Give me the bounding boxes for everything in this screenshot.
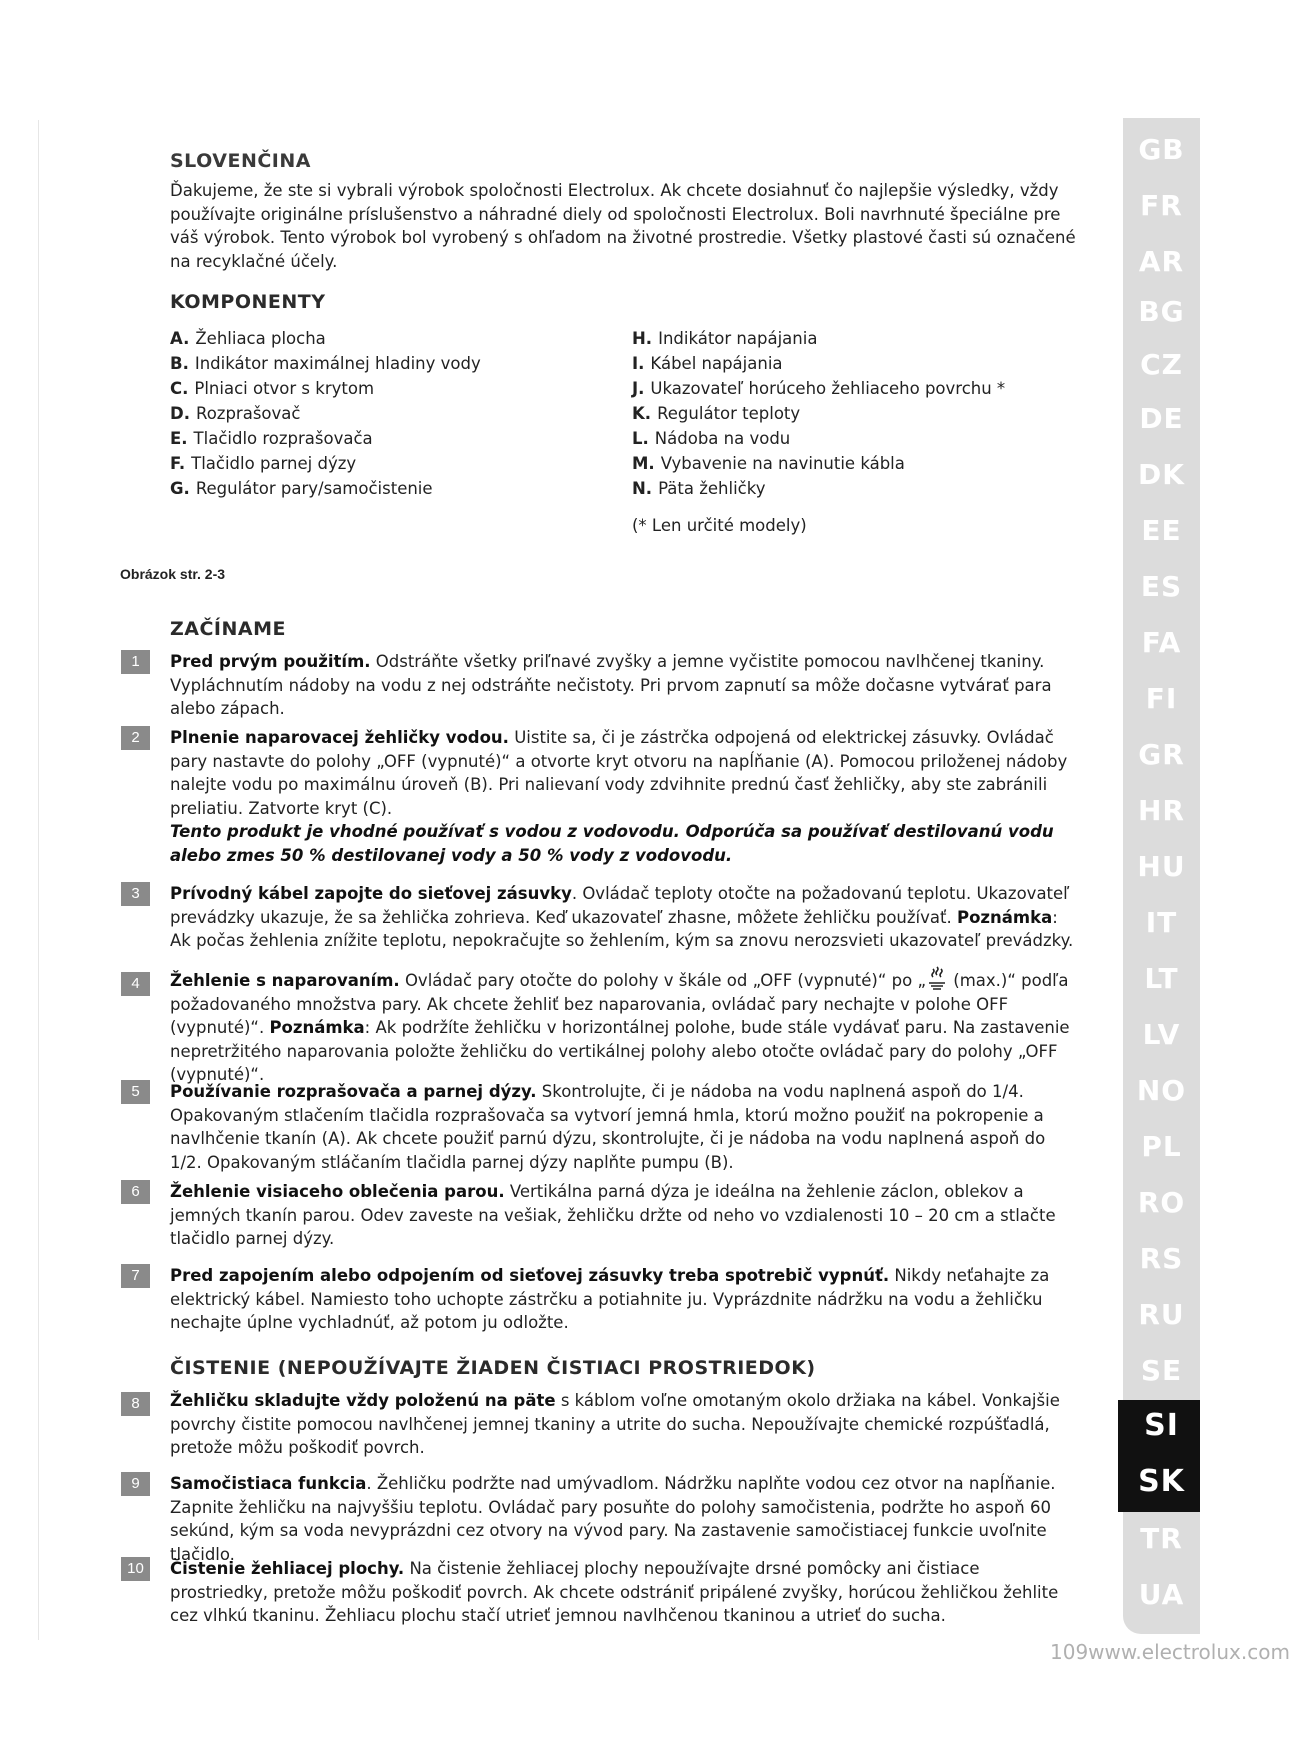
language-tab-bg[interactable]: BG [1138,295,1185,328]
step-number-badge: 9 [121,1472,150,1496]
step-5-text: Používanie rozprašovača a parnej dýzy. Skontrolujte, či je nádoba na vodu naplnená aspoň do 1/4. Opakovaným stlačením tlačidla rozprašovača sa vytvorí jemná hmla, ktorú možno použiť na pokropenie a navlhčenie tkanín (A). Ak chcete použiť parnú dýzu, skontrolujte, či je nádoba na vodu naplnená aspoň do 1/2. Opakovaným stláčaním tlačidla parnej dýzy naplňte pumpu (B). [170,1082,1046,1172]
components-note: (* Len určité modely) [632,516,807,535]
step-1-text: Pred prvým použitím. Odstráňte všetky priľnavé zvyšky a jemne vyčistite pomocou navlhčenej tkaniny. Vypláchnutím nádoby na vodu z nej odstráňte nečistoty. Pri prvom zapnutí sa môže dočasne vytvárať para alebo zápach. [170,652,1052,718]
component-item: B. Indikátor maximálnej hladiny vody [170,354,481,373]
language-tab-fi[interactable]: FI [1145,682,1178,715]
language-tab-pl[interactable]: PL [1141,1130,1182,1163]
component-item: I. Kábel napájania [632,354,783,373]
language-tab-hu[interactable]: HU [1137,850,1186,883]
language-tab-lt[interactable]: LT [1144,962,1179,995]
page-footer: 109www.electrolux.com [1050,1640,1290,1664]
component-item: K. Regulátor teploty [632,404,801,423]
step-7-text: Pred zapojením alebo odpojením od sieťovej zásuvky treba spotrebič vypnúť. Nikdy neťahajte za elektrický kábel. Namiesto toho uchopte zástrčku a potiahnite ju. Vyprázdnite nádržku na vodu a žehličku nechajte úplne vychladnúť, až potom ju odložte. [170,1266,1050,1332]
page-frame-line [38,120,39,1640]
component-item: N. Päta žehličky [632,479,766,498]
language-tab-fr[interactable]: FR [1140,189,1183,222]
step-number-badge: 10 [121,1557,150,1581]
component-item: E. Tlačidlo rozprašovača [170,429,373,448]
components-list-right [632,326,1005,538]
language-tab-ar[interactable]: AR [1138,245,1185,278]
components-list-left [170,326,481,501]
step-2-text: Plnenie naparovacej žehličky vodou. Uistite sa, či je zástrčka odpojená od elektrickej zásuvky. Ovládač pary nastavte do polohy „OFF (vypnuté)“ a otvorte kryt otvoru na napĺňanie (A). Pomocou priloženej nádoby nalejte vodu po maximálnu úroveň (B). Pri nalievaní vody zdvihnite prednú časť žehličky, aby ste zabránili preliatiu. Zatvorte kryt (C). Tento produkt je vhodné používať s vodou z vodovodu. Odporúča sa používať destilovanú vodu alebo zmes 50 % destilovanej vody a 50 % vody z vodovodu. [170,728,1068,865]
language-tab-hr[interactable]: HR [1138,794,1185,827]
component-item: H. Indikátor napájania [632,329,818,348]
max-steam-icon [926,966,948,990]
language-tab-fa[interactable]: FA [1141,626,1182,659]
page-title: SLOVENČINA [170,150,311,172]
cleaning-heading: ČISTENIE (NEPOUŽÍVAJTE ŽIADEN ČISTIACI PROSTRIEDOK) [170,1357,816,1379]
step-6-text: Žehlenie visiaceho oblečenia parou. Vertikálna parná dýza je ideálna na žehlenie záclon, oblekov a jemných tkanín parou. Odev zaveste na vešiak, žehličku držte od neho vo vzdialenosti 10 – 20 cm a stlačte tlačidlo parnej dýzy. [170,1182,1056,1248]
figure-reference: Obrázok str. 2-3 [120,566,226,582]
step-3-text: Prívodný kábel zapojte do sieťovej zásuvky. Ovládač teploty otočte na požadovanú teplotu. Ukazovateľ prevádzky ukazuje, že sa žehlička zohrieva. Keď ukazovateľ zhasne, môžete žehličku používať. Poznámka: Ak počas žehlenia znížite teplotu, nepokračujte so žehlením, kým sa znovu nerozsvieti ukazovateľ prevádzky. [170,884,1074,950]
language-tab-es[interactable]: ES [1140,570,1183,603]
language-tab-gr[interactable]: GR [1138,738,1185,771]
language-tab-it[interactable]: IT [1145,906,1178,939]
language-tab-ua[interactable]: UA [1138,1578,1185,1611]
component-item: M. Vybavenie na navinutie kábla [632,454,905,473]
step-number-badge: 1 [121,650,150,674]
step-number-badge: 7 [121,1264,150,1288]
language-tab-tr[interactable]: TR [1140,1522,1183,1555]
language-tab-ru[interactable]: RU [1138,1298,1185,1331]
language-tab-ro[interactable]: RO [1137,1186,1186,1219]
step-number-badge: 4 [121,972,150,996]
component-item: G. Regulátor pary/samočistenie [170,479,433,498]
language-tab-lv[interactable]: LV [1142,1018,1181,1051]
language-tab-dk[interactable]: DK [1138,458,1185,491]
component-item: L. Nádoba na vodu [632,429,791,448]
component-item: A. Žehliaca plocha [170,329,326,348]
step-number-badge: 6 [121,1180,150,1204]
language-tab-si[interactable]: SI [1144,1408,1179,1443]
step-10-text: Čistenie žehliacej plochy. Na čistenie žehliacej plochy nepoužívajte drsné pomôcky ani čistiace prostriedky, pretože môžu poškodiť povrch. Ak chcete odstrániť pripálené zvyšky, horúcou žehličkou žehlite cez vlhkú tkaninu. Žehliacu plochu stačí utrieť jemnou navlhčenou tkaninou a utrieť do sucha. [170,1559,1059,1625]
language-tab-ee[interactable]: EE [1141,514,1182,547]
step-number-badge: 3 [121,882,150,906]
step-number-badge: 5 [121,1080,150,1104]
component-item: F. Tlačidlo parnej dýzy [170,454,357,473]
intro-paragraph: Ďakujeme, že ste si vybrali výrobok spoločnosti Electrolux. Ak chcete dosiahnuť čo najlepšie výsledky, vždy používajte originálne príslušenstvo a náhradné diely od spoločnosti Electrolux. Boli navrhnuté špeciálne pre váš výrobok. Tento výrobok bol vyrobený s ohľadom na životné prostredie. Všetky plastové časti sú označené na recyklačné účely. [170,181,1076,271]
language-tab-no[interactable]: NO [1136,1074,1187,1107]
language-tab-se[interactable]: SE [1140,1354,1183,1387]
language-tab-gb[interactable]: GB [1138,133,1185,166]
start-heading: ZAČÍNAME [170,618,286,640]
step-8-text: Žehličku skladujte vždy položenú na päte s káblom voľne omotaným okolo držiaka na kábel. Vonkajšie povrchy čistite pomocou navlhčenej jemnej tkaniny a utrite do sucha. Nepoužívajte chemické rozpúšťadlá, pretože môžu poškodiť povrch. [170,1391,1060,1457]
step-number-badge: 2 [121,726,150,750]
language-tab-de[interactable]: DE [1139,402,1184,435]
components-heading: KOMPONENTY [170,291,326,313]
language-tab-cz[interactable]: CZ [1140,348,1183,381]
component-item: C. Plniaci otvor s krytom [170,379,375,398]
component-item: D. Rozprašovač [170,404,301,423]
language-tab-sk[interactable]: SK [1138,1464,1185,1499]
step-9-text: Samočistiaca funkcia. Žehličku podržte nad umývadlom. Nádržku naplňte vodou cez otvor na napĺňanie. Zapnite žehličku na najvyššiu teplotu. Ovládač pary posuňte do polohy samočistenia, podržte ho aspoň 60 sekúnd, kým sa voda nevyprázdni cez otvory na vývod pary. Na zastavenie samočistiacej funkcie uvoľnite tlačidlo. [170,1474,1056,1564]
language-tab-rs[interactable]: RS [1139,1242,1184,1275]
step-number-badge: 8 [121,1392,150,1416]
step-4-text: Žehlenie s naparovaním. Ovládač pary otočte do polohy v škále od „OFF (vypnuté)“ po „ (max.)“ podľa požadovaného množstva pary. Ak chcete žehliť bez naparovania, ovládač pary nechajte v polohe OFF (vypnuté)“. Poznámka: Ak podržíte žehličku v horizontálnej polohe, bude stále vydávať paru. Na zastavenie nepretržitého naparovania položte žehličku do vertikálnej polohy alebo otočte ovládač pary do polohy „OFF (vypnuté)“. [170,966,1080,1087]
component-item: J. Ukazovateľ horúceho žehliaceho povrchu * [632,379,1006,398]
